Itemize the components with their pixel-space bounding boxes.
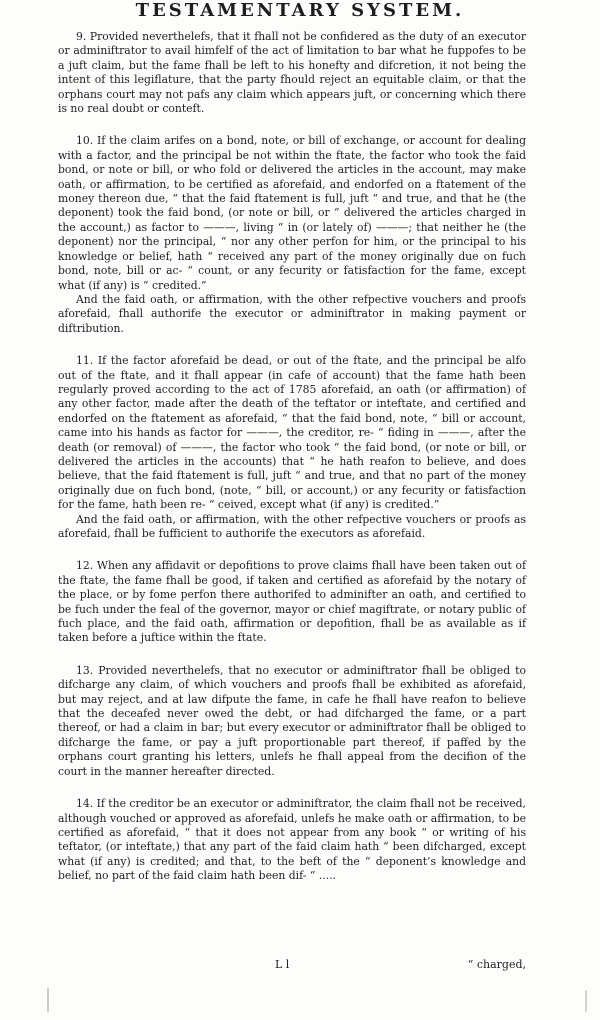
section-11: 11. If the factor aforefaid be dead, or out of the ftate, and the principal be alfo out of the ftate, and it fhall appear (in cafe of account) that the fame hath been regularly proved according to the act of 1785 aforefaid, an oath (or affirmation) of any other factor, made after the death of the teftator or inteftate, and certified and endorfed on the ftatement as aforefaid, “ that the faid bond, note, “ bill or account, came into his hands as factor for ———, the creditor, re- “ fiding in ———, after the death (or removal) of ———, the factor who took “ the faid bond, (or note or bill, or delivered the articles in the accounts) that “ he hath reafon to believe, and does believe, that the faid ftatement is full, juft “ and true, and that no part of the money originally due on fuch bond, (note, “ bill, or account,) or any fecurity or fatisfaction for the fame, hath been re- “ ceived, except what (if any) is credited.” [58, 354, 526, 512]
body-text [58, 30, 526, 884]
page-footer [58, 958, 526, 974]
section-14: 14. If the creditor be an executor or adminiftrator, the claim fhall not be received, although vouched or approved as aforefaid, unlefs he make oath or affirmation, to be certified as aforefaid, “ that it does not appear from any book “ or writing of his teftator, (or inteftate,) that any part of the faid claim hath “ been difcharged, except what (if any) is credited; and that, to the beft of the “ deponent’s knowledge and belief, no part of the faid claim hath been dif- “ ..... [58, 797, 526, 883]
signature-mark: L l [275, 958, 290, 971]
section-9: 9. Provided neverthelefs, that it fhall not be confidered as the duty of an executor or adminiftrator to avail himfelf of the act of limitation to bar what he fuppofes to be a juft claim, but the fame fhall be left to his honefty and difcretion, it not being the intent of this legiflature, that the party fhould reject an equitable claim, or that the orphans court may not pafs any claim which appears juft, or concerning which there is no real doubt or conteft. [58, 30, 526, 116]
section-13: 13. Provided neverthelefs, that no executor or adminiftrator fhall be obliged to difcharge any claim, of which vouchers and proofs fhall be exhibited as aforefaid, but may reject, and at law difpute the fame, in cafe he fhall have reafon to believe that the deceafed never owed the debt, or had difcharged the fame, or a part thereof, or had a claim in bar; but every executor or adminiftrator fhall be obliged to difcharge the fame, or pay a juft proportionable part thereof, if paffed by the orphans court granting his letters, unlefs he fhall appeal from the decifion of the court in the manner hereafter directed. [58, 663, 526, 778]
section-10: 10. If the claim arifes on a bond, note, or bill of exchange, or account for dealing with a factor, and the principal be not within the ftate, the factor who took the faid bond, or note or bill, or who fold or delivered the articles in the account, may make oath, or affirmation, to be certified as aforefaid, and endorfed on a ftatement of the money thereon due, “ that the faid ftatement is full, juft “ and true, and that he (the deponent) took the faid bond, (or note or bill, or “ delivered the articles charged in the account,) as factor to ———, living “ in (or lately of) ———; that neither he (the deponent) nor the principal, “ nor any other perfon for him, or the principal to his knowledge or belief, hath “ received any part of the money originally due on fuch bond, note, bill or ac- “ count, or any fecurity or fatisfaction for the fame, except what (if any) is “ credited.” [58, 134, 526, 292]
running-header: TESTAMENTARY SYSTEM. [135, 0, 465, 21]
section-12: 12. When any affidavit or depofitions to prove claims fhall have been taken out of the ftate, the fame fhall be good, if taken and certified as aforefaid by the notary of the place, or by fome perfon there authorifed to adminifter an oath, and certified to be fuch under the feal of the governor, mayor or chief magiftrate, or notary public of fuch place, and the faid oath, affirmation or depofition, fhall be as available as if taken before a juftice within the ftate. [58, 559, 526, 645]
section-11-continuation: And the faid oath, or affirmation, with the other refpective vouchers or proofs as aforefaid, fhall be fufficient to authorife the executors as aforefaid. [58, 512, 526, 540]
catchword: “ charged, [467, 958, 526, 971]
section-10-continuation: And the faid oath, or affirmation, with the other refpective vouchers and proofs aforefaid, fhall authorife the executor or adminiftrator in making payment or diftribution. [58, 292, 526, 335]
